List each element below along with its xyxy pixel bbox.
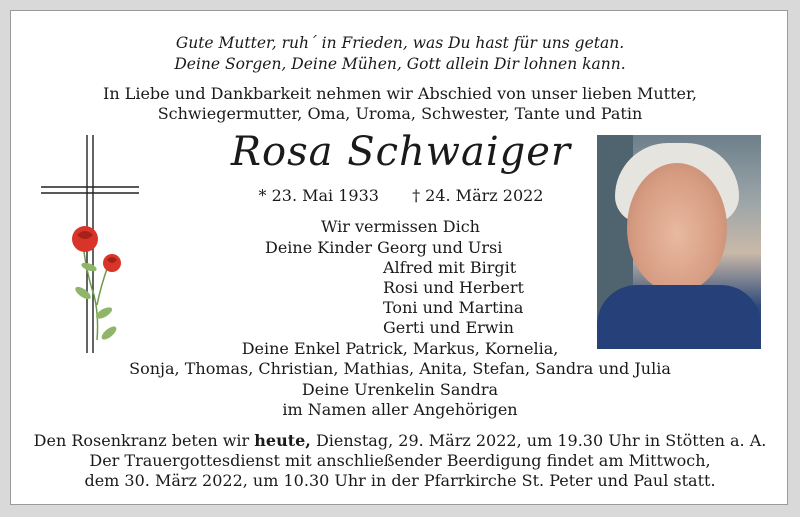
great-grandchild-line: Deine Urenkelin Sandra [301, 380, 499, 399]
quote [11, 33, 789, 75]
service-info [11, 431, 789, 491]
birth-date: * 23. Mai 1933 [258, 186, 379, 205]
life-dates [211, 186, 591, 205]
relatives-line: im Namen aller Angehörigen [282, 400, 518, 419]
deceased-name: Rosa Schwaiger [230, 129, 572, 175]
grandchildren-line-2: Sonja, Thomas, Christian, Mathias, Anita, Stefan, Sandra und Julia [129, 359, 671, 378]
intro-line-1: In Liebe und Dankbarkeit nehmen wir Abschied von unser lieben Mutter, [103, 84, 697, 103]
obituary-card [10, 10, 788, 505]
rosary-line: Den Rosenkranz beten wir heute, Dienstag, 29. März 2022, um 19.30 Uhr in Stötten a. A. [33, 431, 767, 450]
today-label: heute, [254, 431, 311, 450]
death-date: † 24. März 2022 [412, 186, 544, 205]
children-prefix: Deine Kinder Georg und Ursi [265, 238, 503, 257]
funeral-line-1: Der Trauergottesdienst mit anschließender Beerdigung findet am Mittwoch, [89, 451, 711, 470]
miss-line: Wir vermissen Dich [321, 217, 480, 236]
quote-line-2: Deine Sorgen, Deine Mühen, Gott allein Dir lohnen kann. [174, 55, 626, 73]
child-line-4: Gerti und Erwin [383, 318, 514, 337]
quote-line-1: Gute Mutter, ruh´ in Frieden, was Du hast für uns getan. [175, 34, 625, 52]
cross-icon [39, 135, 149, 355]
child-line-3: Toni und Martina [383, 298, 524, 317]
rose-icon [72, 226, 121, 342]
funeral-line-2: dem 30. März 2022, um 10.30 Uhr in der Pfarrkirche St. Peter und Paul statt. [84, 471, 716, 490]
intro-line-2: Schwiegermutter, Oma, Uroma, Schwester, Tante und Patin [157, 104, 643, 123]
child-line-2: Rosi und Herbert [383, 278, 524, 297]
grandchildren-line-1: Deine Enkel Patrick, Markus, Kornelia, [241, 339, 559, 358]
portrait-photo [597, 135, 761, 349]
child-line-1: Alfred mit Birgit [383, 258, 517, 277]
intro-text [11, 84, 789, 124]
